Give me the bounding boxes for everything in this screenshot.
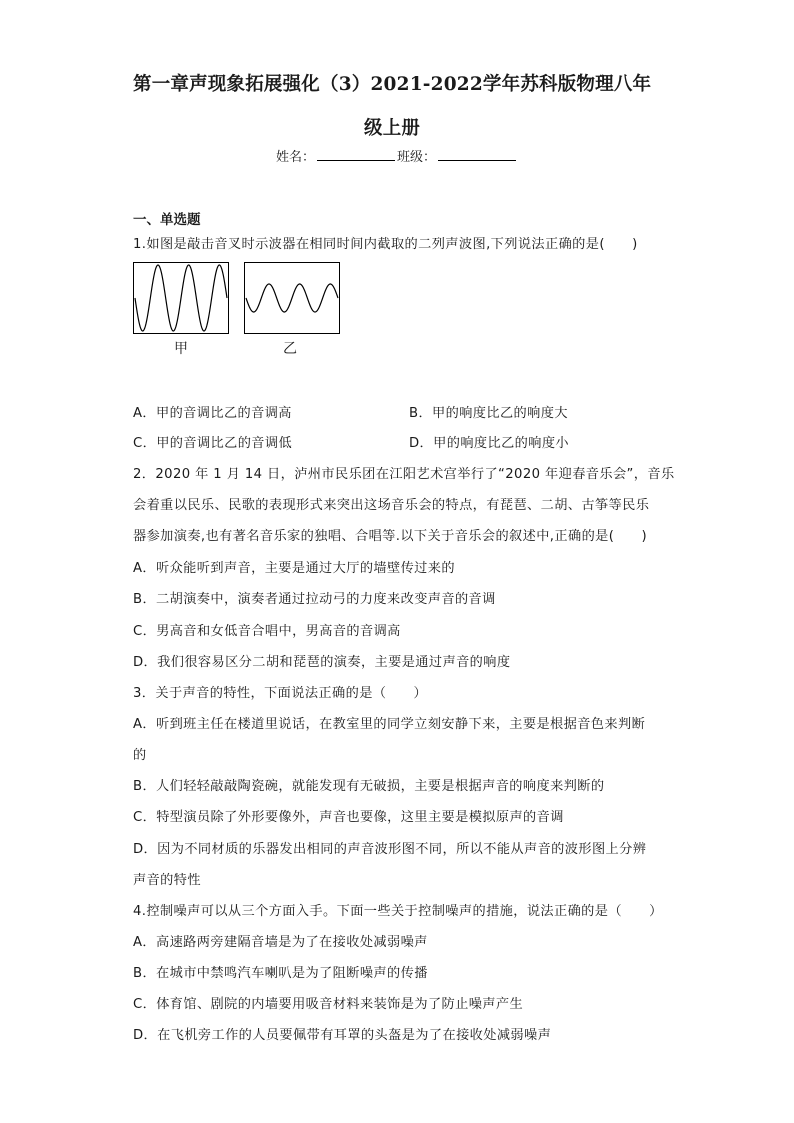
name-label: 姓名： (276, 150, 316, 165)
waveform-b-curve (246, 284, 338, 312)
waveform-a-label: 甲 (174, 341, 188, 357)
q2-option-c[interactable]: C．男高音和女低音合唱中，男高音的音调高 (133, 624, 401, 639)
q4-stem: 4.控制噪声可以从三个方面入手。下面一些关于控制噪声的措施，说法正确的是（ ） (133, 904, 663, 919)
q4-option-c[interactable]: C．体育馆、剧院的内墙要用吸音材料来装饰是为了防止噪声产生 (133, 997, 524, 1012)
waveform-b-figure (244, 262, 340, 334)
q1-stem: 1.如图是敲击音叉时示波器在相同时间内截取的二列声波图,下列说法正确的是( ) (133, 237, 638, 252)
q2-option-b[interactable]: B．二胡演奏中，演奏者通过拉动弓的力度来改变声音的音调 (133, 592, 496, 607)
q1-option-c[interactable]: C．甲的音调比乙的音调低 (133, 436, 293, 451)
q1-option-a[interactable]: A．甲的音调比乙的音调高 (133, 406, 292, 421)
name-blank[interactable] (317, 147, 395, 161)
q3-option-a-line1[interactable]: A．听到班主任在楼道里说话，在教室里的同学立刻安静下来，主要是根据音色来判断 (133, 717, 646, 732)
q3-option-b[interactable]: B．人们轻轻敲敲陶瓷碗，就能发现有无破损，主要是根据声音的响度来判断的 (133, 779, 605, 794)
waveform-a-figure (133, 262, 229, 334)
q4-option-d[interactable]: D．在飞机旁工作的人员要佩带有耳罩的头盔是为了在接收处减弱噪声 (133, 1028, 552, 1043)
q4-option-a[interactable]: A．高速路两旁建隔音墙是为了在接收处减弱噪声 (133, 935, 428, 950)
q2-option-a[interactable]: A．听众能听到声音，主要是通过大厅的墙壁传过来的 (133, 561, 455, 576)
page-title-line1: 第一章声现象拓展强化（3）2021-2022学年苏科版物理八年 (133, 74, 652, 95)
class-label: 班级： (397, 150, 437, 165)
name-class-row (276, 146, 518, 165)
q3-option-d-line1[interactable]: D．因为不同材质的乐器发出相同的声音波形图不同，所以不能从声音的波形图上分辨 (133, 842, 647, 857)
class-blank[interactable] (438, 147, 516, 161)
waveform-a-curve (135, 265, 227, 331)
section-heading: 一、单选题 (133, 212, 201, 228)
q3-option-c[interactable]: C．特型演员除了外形要像外，声音也要像，这里主要是模拟原声的音调 (133, 810, 564, 825)
q2-stem-line1: 2．2020 年 1 月 14 日，泸州市民乐团在江阳艺术宫举行了“2020 年迎春音乐会”，音乐 (133, 467, 675, 482)
waveform-b-label: 乙 (283, 341, 297, 357)
q1-option-b[interactable]: B．甲的响度比乙的响度大 (409, 406, 568, 421)
q2-stem-line3: 器参加演奏,也有著名音乐家的独唱、合唱等.以下关于音乐会的叙述中,正确的是( ) (133, 529, 648, 544)
q3-option-a-line2[interactable]: 的 (133, 748, 147, 763)
q1-option-d[interactable]: D．甲的响度比乙的响度小 (409, 436, 570, 451)
page-title-line2: 级上册 (364, 118, 421, 139)
q4-option-b[interactable]: B．在城市中禁鸣汽车喇叭是为了阻断噪声的传播 (133, 966, 428, 981)
q2-stem-line2: 会着重以民乐、民歌的表现形式来突出这场音乐会的特点，有琵琶、二胡、古筝等民乐 (133, 498, 650, 513)
q2-option-d[interactable]: D．我们很容易区分二胡和琵琶的演奏，主要是通过声音的响度 (133, 655, 511, 670)
q3-option-d-line2[interactable]: 声音的特性 (133, 873, 201, 888)
q3-stem: 3．关于声音的特性，下面说法正确的是（ ） (133, 686, 428, 701)
